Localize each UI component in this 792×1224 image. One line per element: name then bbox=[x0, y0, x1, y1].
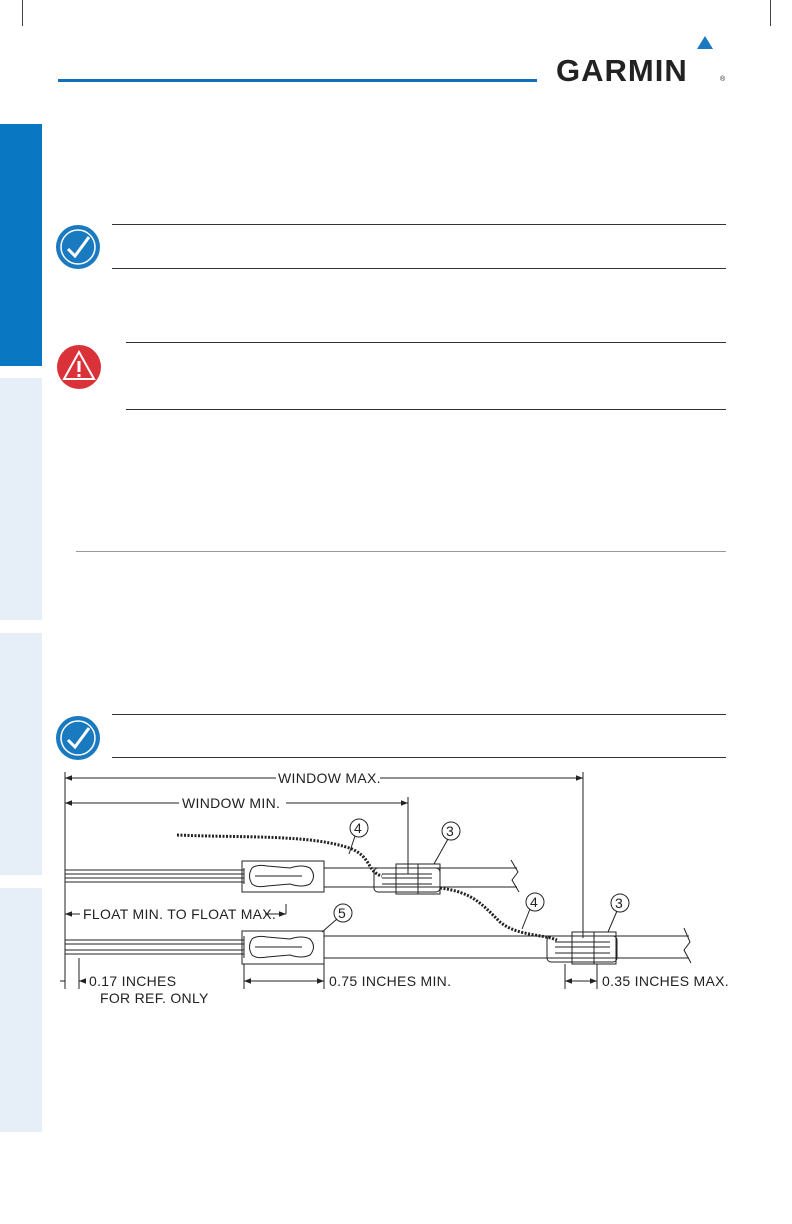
window-max-label: WINDOW MAX. bbox=[278, 770, 381, 786]
caution-warning-icon bbox=[53, 343, 105, 391]
min-length-label: 0.75 INCHES MIN. bbox=[329, 973, 452, 989]
crop-mark-left bbox=[22, 0, 23, 26]
shield-termination-diagram bbox=[52, 764, 742, 1014]
logo-text: GARMIN bbox=[556, 53, 688, 88]
callout-4-upper: 4 bbox=[354, 820, 362, 836]
window-min-label: WINDOW MIN. bbox=[182, 795, 281, 811]
side-tab-2[interactable] bbox=[0, 378, 42, 620]
header-rule bbox=[58, 79, 537, 82]
side-tab-4[interactable] bbox=[0, 888, 42, 1132]
note-check-icon bbox=[53, 223, 103, 271]
float-label: FLOAT MIN. TO FLOAT MAX. bbox=[83, 906, 277, 922]
callout-3-lower: 3 bbox=[615, 895, 623, 911]
callout-5: 5 bbox=[338, 905, 346, 921]
note-1-bottom-rule bbox=[112, 268, 726, 269]
ref-label-line1: 0.17 INCHES bbox=[89, 973, 177, 989]
garmin-logo bbox=[556, 34, 728, 90]
caution-bottom-rule bbox=[126, 409, 726, 410]
logo-delta-icon bbox=[697, 36, 713, 49]
side-tab-3[interactable] bbox=[0, 633, 42, 875]
callout-4-lower: 4 bbox=[530, 894, 538, 910]
note-2-bottom-rule bbox=[112, 757, 726, 758]
note-1-top-rule bbox=[112, 224, 726, 225]
ref-label-line2: FOR REF. ONLY bbox=[100, 990, 209, 1006]
logo-registered-mark: ® bbox=[720, 76, 726, 83]
note-2-top-rule bbox=[112, 714, 726, 715]
max-length-label: 0.35 INCHES MAX. bbox=[602, 973, 729, 989]
section-divider bbox=[76, 551, 726, 552]
callout-3-upper: 3 bbox=[446, 823, 454, 839]
caution-top-rule bbox=[126, 342, 726, 343]
side-tab-active[interactable] bbox=[0, 124, 42, 366]
note-check-icon-2 bbox=[53, 714, 103, 762]
crop-mark-right bbox=[770, 0, 771, 26]
